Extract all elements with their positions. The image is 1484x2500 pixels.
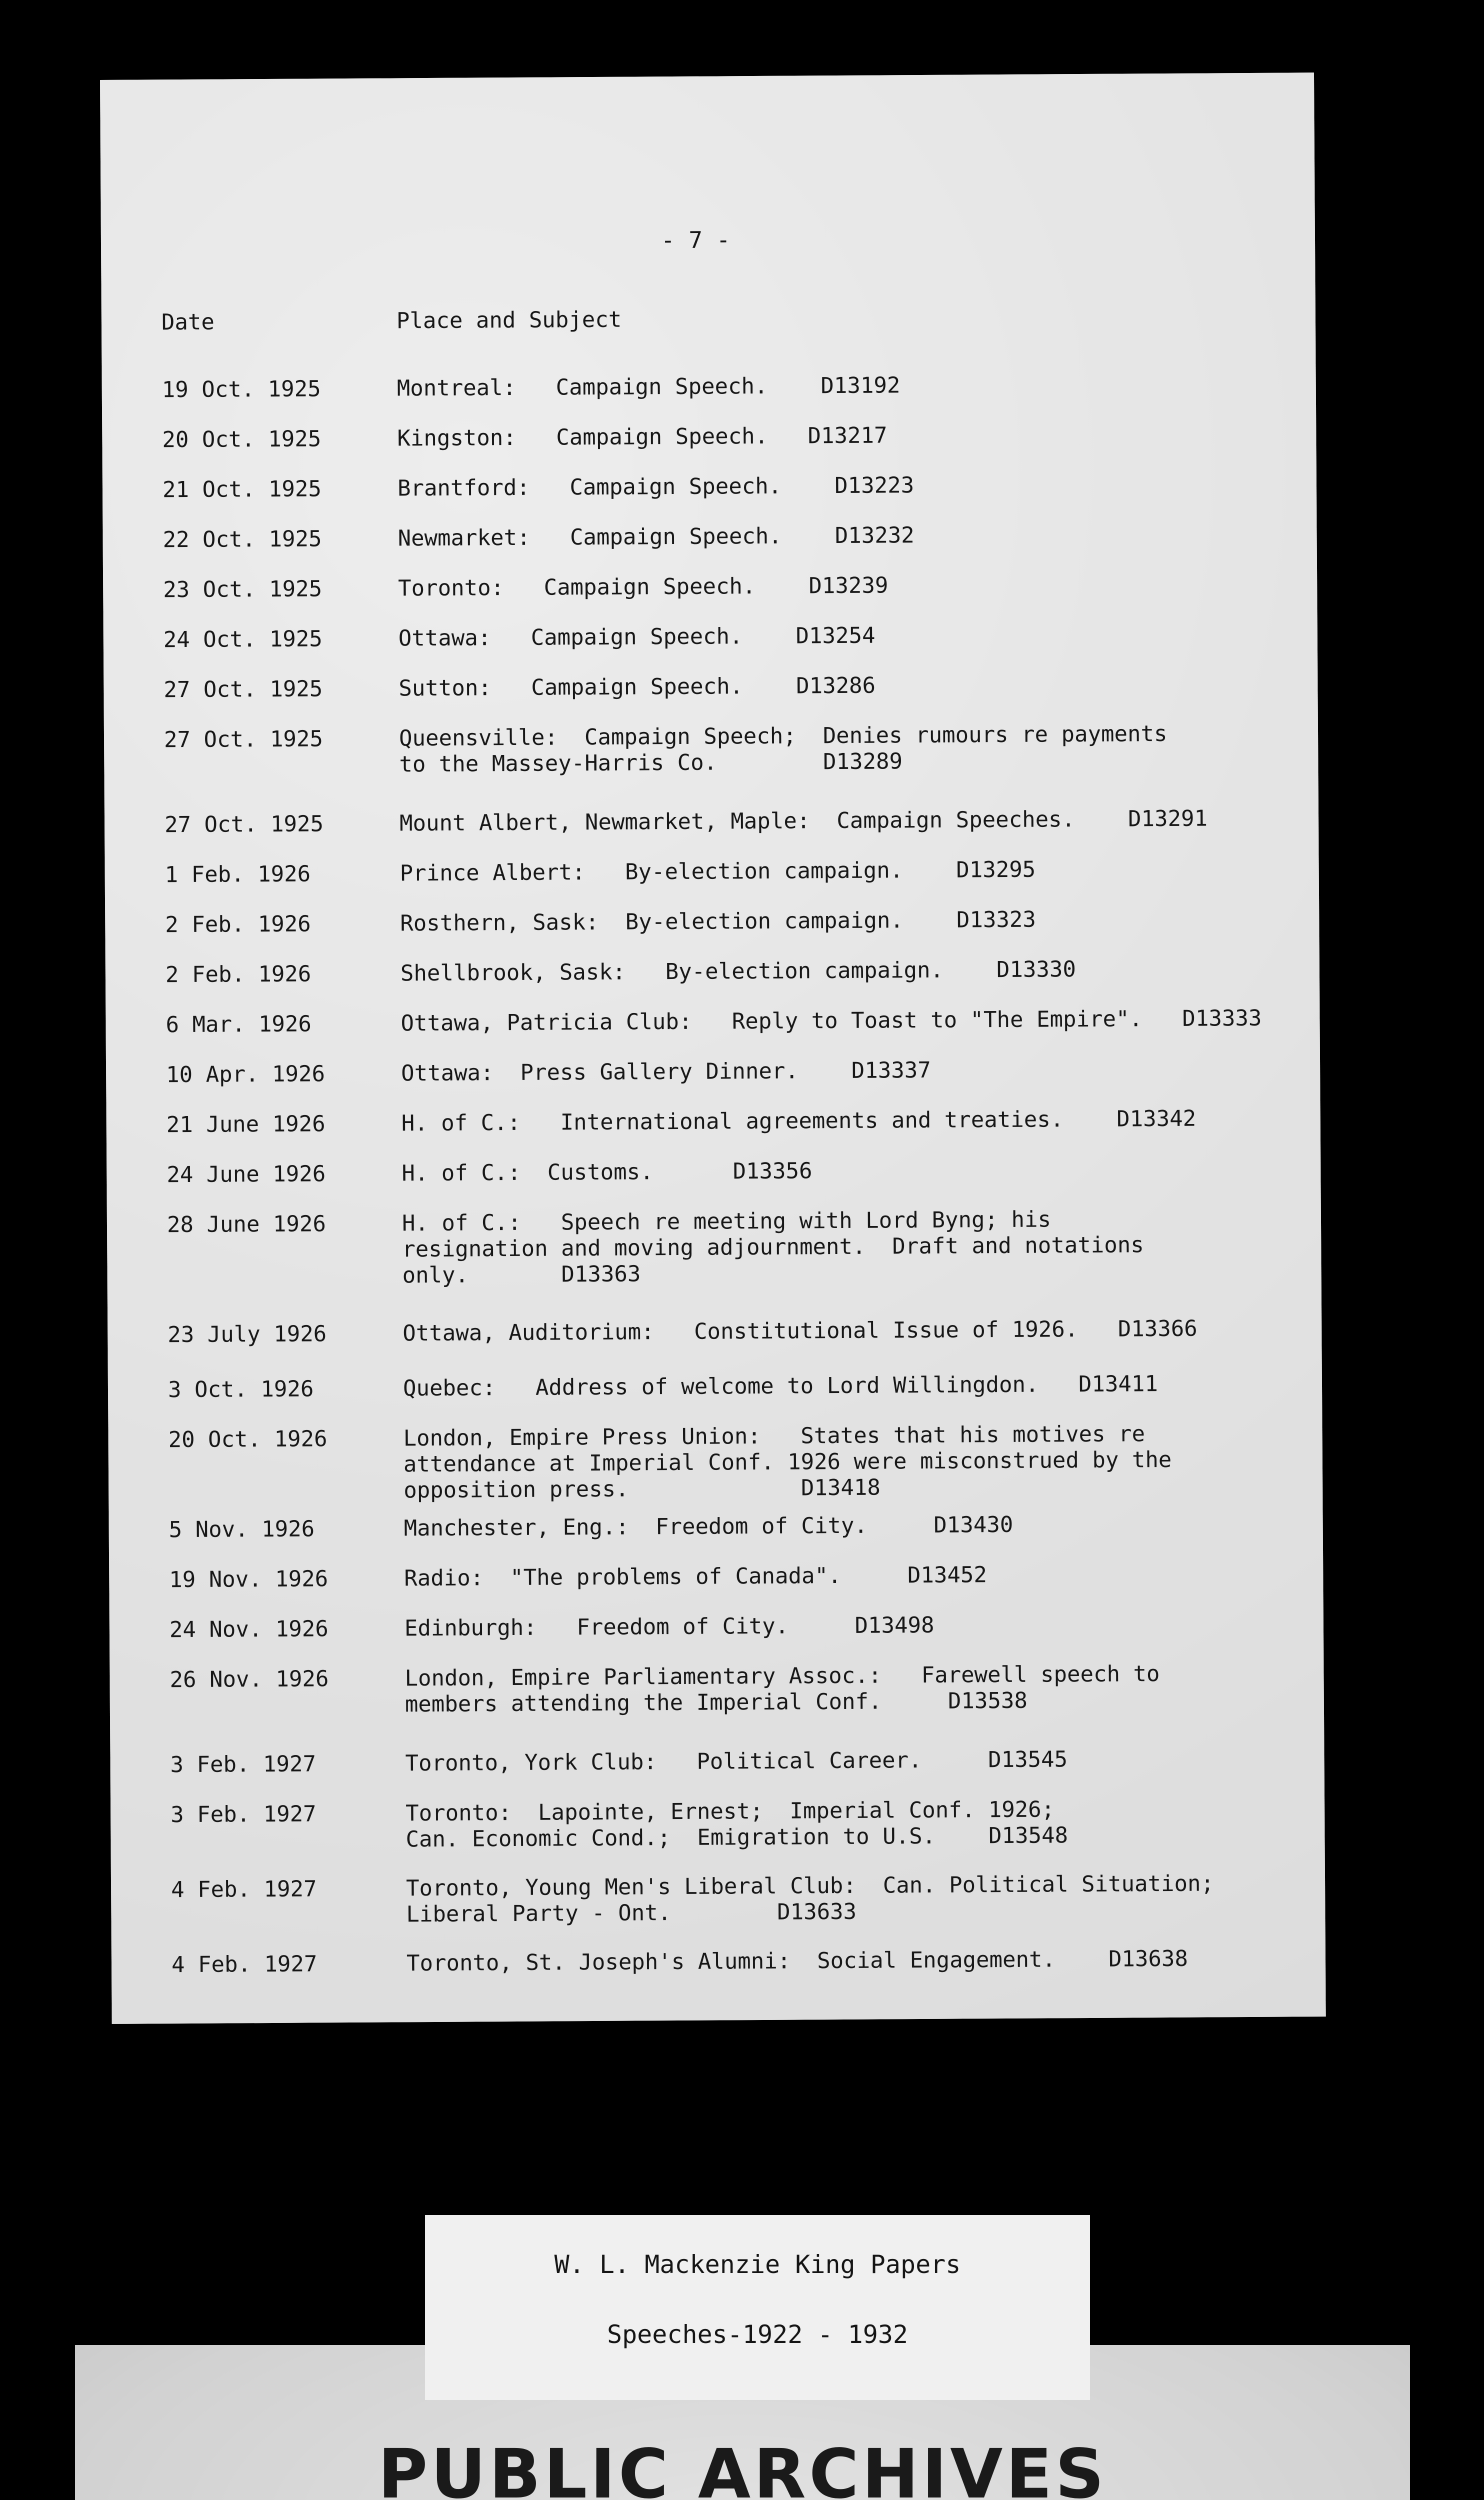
entry-place-subject: Toronto, St. Joseph's Alumni: Social Engagement. D13638 xyxy=(406,1946,1188,1976)
entry-date: 4 Feb. 1927 xyxy=(171,1951,318,1978)
entry-date: 4 Feb. 1927 xyxy=(170,1876,317,1903)
entry-place-subject: Toronto: Campaign Speech. D13239 xyxy=(398,572,888,602)
entry-place-subject: Rosthern, Sask: By-election campaign. D13323 xyxy=(400,906,1036,936)
entry-date: 3 Feb. 1927 xyxy=(170,1801,316,1828)
entry-place-subject: H. of C.: International agreements and treaties. D13342 xyxy=(401,1106,1196,1136)
entry-place-subject: Edinburgh: Freedom of City. D13498 xyxy=(404,1612,934,1642)
date-column-header: Date xyxy=(161,309,215,336)
entry-place-subject: Toronto: Lapointe, Ernest; Imperial Conf. 1926; Can. Economic Cond.; Emigration to U.S. D13548 xyxy=(406,1796,1068,1852)
entry-date: 10 Apr. 1926 xyxy=(166,1061,326,1088)
entry-place-subject: Ottawa, Patricia Club: Reply to Toast to "The Empire". D13333 xyxy=(400,1005,1262,1036)
entry-date: 20 Oct. 1926 xyxy=(168,1426,328,1453)
entry-place-subject: Queensville: Campaign Speech; Denies rumours re payments to the Massey-Harris Co. D13289 xyxy=(398,720,1168,778)
entry-date: 27 Oct. 1925 xyxy=(164,726,324,753)
entry-place-subject: Ottawa: Press Gallery Dinner. D13337 xyxy=(400,1057,931,1086)
entry-date: 19 Nov. 1926 xyxy=(169,1566,328,1593)
typed-document-page xyxy=(100,72,1326,2024)
entry-place-subject: Montreal: Campaign Speech. D13192 xyxy=(396,372,900,402)
entry-place-subject: Radio: "The problems of Canada". D13452 xyxy=(404,1562,988,1592)
entry-date: 27 Oct. 1925 xyxy=(164,676,323,703)
collection-title: W. L. Mackenzie King Papers xyxy=(554,2250,961,2279)
entry-date: 27 Oct. 1925 xyxy=(164,811,324,838)
entry-place-subject: H. of C.: Speech re meeting with Lord Byng; his resignation and moving adjournment. Draft and notations only. D13363 xyxy=(402,1206,1144,1288)
entry-place-subject: Sutton: Campaign Speech. D13286 xyxy=(398,672,876,702)
entry-date: 24 June 1926 xyxy=(166,1161,326,1188)
entry-date: 5 Nov. 1926 xyxy=(168,1516,315,1543)
entry-date: 22 Oct. 1925 xyxy=(162,526,322,553)
entry-place-subject: H. of C.: Customs. D13356 xyxy=(402,1158,812,1186)
entry-place-subject: Newmarket: Campaign Speech. D13232 xyxy=(398,522,914,552)
entry-place-subject: Toronto, Young Men's Liberal Club: Can. Political Situation; Liberal Party - Ont. D13633 xyxy=(406,1870,1214,1928)
entry-date: 23 Oct. 1925 xyxy=(163,576,322,603)
entry-place-subject: Ottawa, Auditorium: Constitutional Issue of 1926. D13366 xyxy=(402,1316,1198,1346)
entry-place-subject: Ottawa: Campaign Speech. D13254 xyxy=(398,622,876,652)
collection-label xyxy=(425,2215,1090,2400)
entry-date: 23 July 1926 xyxy=(168,1321,327,1348)
entry-date: 21 Oct. 1925 xyxy=(162,476,322,503)
entry-date: 28 June 1926 xyxy=(166,1211,326,1238)
entry-place-subject: London, Empire Parliamentary Assoc.: Farewell speech to members attending the Imperial Conf. D13538 xyxy=(404,1661,1160,1718)
entry-date: 3 Oct. 1926 xyxy=(168,1376,314,1403)
entry-place-subject: Shellbrook, Sask: By-election campaign. D13330 xyxy=(400,956,1076,986)
entry-place-subject: Manchester, Eng.: Freedom of City. D13430 xyxy=(404,1512,1014,1542)
collection-subtitle: Speeches-1922 - 1932 xyxy=(606,2320,908,2349)
entry-date: 1 Feb. 1926 xyxy=(164,861,311,888)
entry-place-subject: Kingston: Campaign Speech. D13217 xyxy=(397,422,888,452)
page-number: - 7 - xyxy=(660,226,730,254)
entry-place-subject: Prince Albert: By-election campaign. D13295 xyxy=(400,856,1036,886)
entry-date: 2 Feb. 1926 xyxy=(165,961,312,988)
entry-date: 2 Feb. 1926 xyxy=(165,911,311,938)
entry-date: 19 Oct. 1925 xyxy=(162,376,321,403)
entry-date: 26 Nov. 1926 xyxy=(170,1666,329,1693)
entry-place-subject: London, Empire Press Union: States that his motives re attendance at Imperial Conf. 1926 were misconstrued by the opposition press. D13418 xyxy=(403,1421,1172,1504)
entry-place-subject: Mount Albert, Newmarket, Maple: Campaign Speeches. D13291 xyxy=(399,806,1208,836)
entry-date: 24 Oct. 1925 xyxy=(163,626,322,653)
entry-place-subject: Toronto, York Club: Political Career. D13545 xyxy=(405,1746,1068,1776)
stamp-line-english: PUBLIC ARCHIVES xyxy=(378,2435,1108,2500)
entry-date: 21 June 1926 xyxy=(166,1111,326,1138)
entry-date: 6 Mar. 1926 xyxy=(166,1011,312,1038)
entry-date: 20 Oct. 1925 xyxy=(162,426,322,453)
entry-place-subject: Quebec: Address of welcome to Lord Willingdon. D13411 xyxy=(402,1371,1158,1402)
place-subject-column-header: Place and Subject xyxy=(396,306,622,334)
entry-date: 3 Feb. 1927 xyxy=(170,1751,316,1778)
entry-date: 24 Nov. 1926 xyxy=(169,1616,328,1643)
entry-place-subject: Brantford: Campaign Speech. D13223 xyxy=(397,472,914,502)
